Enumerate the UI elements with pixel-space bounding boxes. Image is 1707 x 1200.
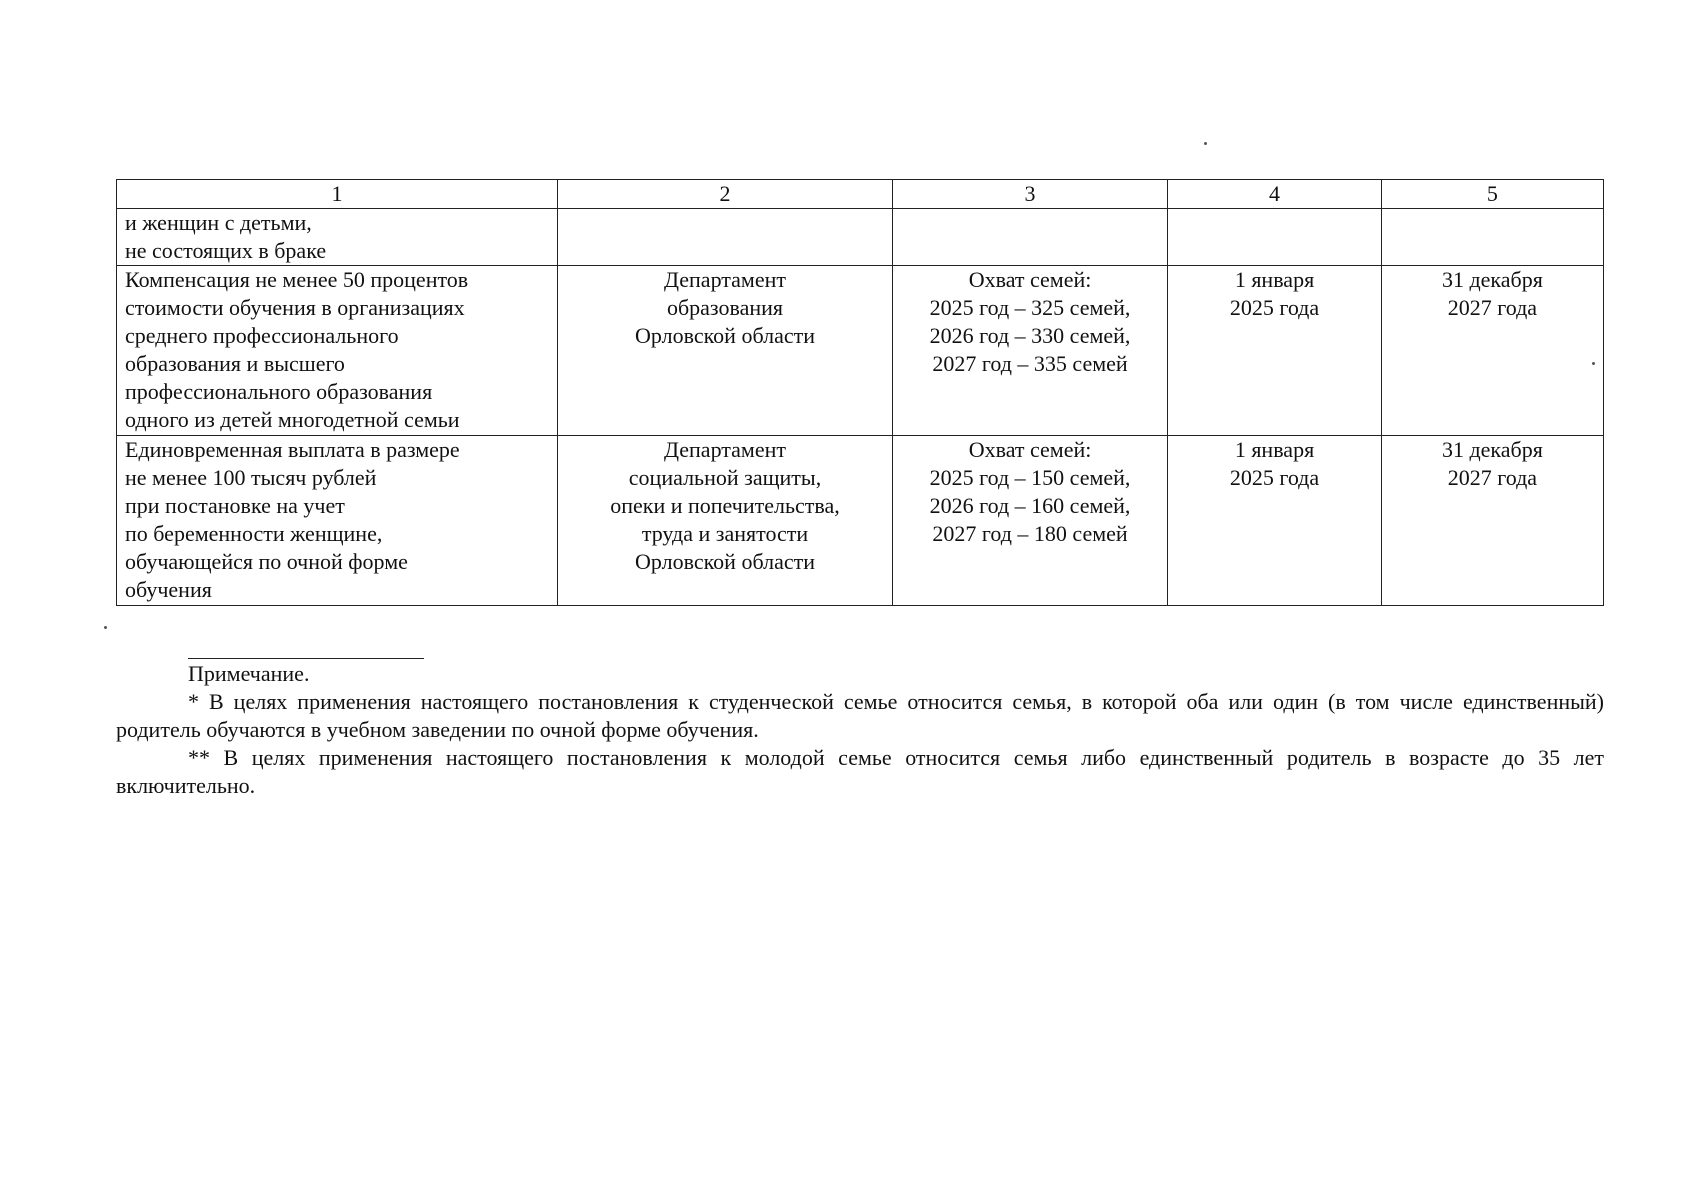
text-line: 2025 год – 150 семей, [929,465,1131,490]
footnote-student-family: * В целях применения настоящего постановления к студенческой семье относится семья, в которой оба или один (в том числе единственный) родитель обучаются в учебном заведении по очной форме обучения. [116,689,1604,742]
start-date-cell [1168,266,1382,436]
text-line: образования и высшего [125,351,345,376]
responsible-cell [558,266,893,436]
text-line: по беременности женщине, [125,521,383,546]
text-line: одного из детей многодетной семьи [125,407,460,432]
end-date-cell [1381,209,1603,266]
text-line: 31 декабря [1441,437,1543,462]
table-row [117,266,1604,436]
scan-speck [1592,362,1595,365]
indicator-cell [892,209,1167,266]
indicator-cell [892,436,1167,606]
text-line: 2025 года [1229,295,1320,320]
text-line: 1 января [1234,437,1315,462]
text-line: 2027 года [1447,465,1538,490]
text-line: Департамент [663,267,786,292]
text-line: социальной защиты, [628,465,822,490]
measure-cell [117,209,558,266]
text-line: Департамент [663,437,786,462]
text-line: и женщин с детьми, [125,210,312,235]
column-number-1: 1 [117,180,558,209]
indicator-cell [892,266,1167,436]
text-line: 2027 год – 180 семей [932,521,1128,546]
column-number-2: 2 [558,180,893,209]
text-line: Охват семей: [968,267,1092,292]
notes-title: Примечание. [188,661,310,686]
column-number-5: 5 [1381,180,1603,209]
column-number-4: 4 [1168,180,1382,209]
text-line: 2027 года [1447,295,1538,320]
text-line: Орловской области [635,549,815,574]
footnote-young-family: ** В целях применения настоящего постановления к молодой семье относится семья либо единственный родитель в возрасте до 35 лет включительно. [116,745,1604,798]
measure-cell [117,266,558,436]
text-line: 2026 год – 330 семей, [929,323,1131,348]
end-date-cell [1381,436,1603,606]
responsible-cell [558,436,893,606]
text-line: профессионального образования [125,379,433,404]
text-line: 2025 года [1229,465,1320,490]
text-line: обучающейся по очной форме [125,549,408,574]
text-line: не менее 100 тысяч рублей [125,465,377,490]
text-line: Компенсация не менее 50 процентов [125,267,469,292]
footnote-separator [188,658,424,659]
text-line: 2026 год – 160 семей, [929,493,1131,518]
text-line: 2025 год – 325 семей, [929,295,1131,320]
text-line: Охват семей: [968,437,1092,462]
text-line: 1 января [1234,267,1315,292]
measure-cell [117,436,558,606]
measures-table [116,179,1604,606]
text-line: стоимости обучения в организациях [125,295,465,320]
column-number-3: 3 [892,180,1167,209]
start-date-cell [1168,436,1382,606]
text-line: 2027 год – 335 семей [932,351,1128,376]
text-line: образования [666,295,784,320]
text-line: опеки и попечительства, [610,493,840,518]
text-line: обучения [125,577,212,602]
scan-speck [1204,142,1207,145]
text-line: Единовременная выплата в размере [125,437,460,462]
responsible-cell [558,209,893,266]
text-line: при постановке на учет [125,493,345,518]
text-line: среднего профессионального [125,323,399,348]
start-date-cell [1168,209,1382,266]
text-line: Орловской области [635,323,815,348]
table-header-row [117,180,1604,209]
text-line: не состоящих в браке [125,238,327,263]
text-line: 31 декабря [1441,267,1543,292]
table-row [117,436,1604,606]
table-row [117,209,1604,266]
end-date-cell [1381,266,1603,436]
scan-speck [104,626,107,629]
text-line: труда и занятости [641,521,809,546]
